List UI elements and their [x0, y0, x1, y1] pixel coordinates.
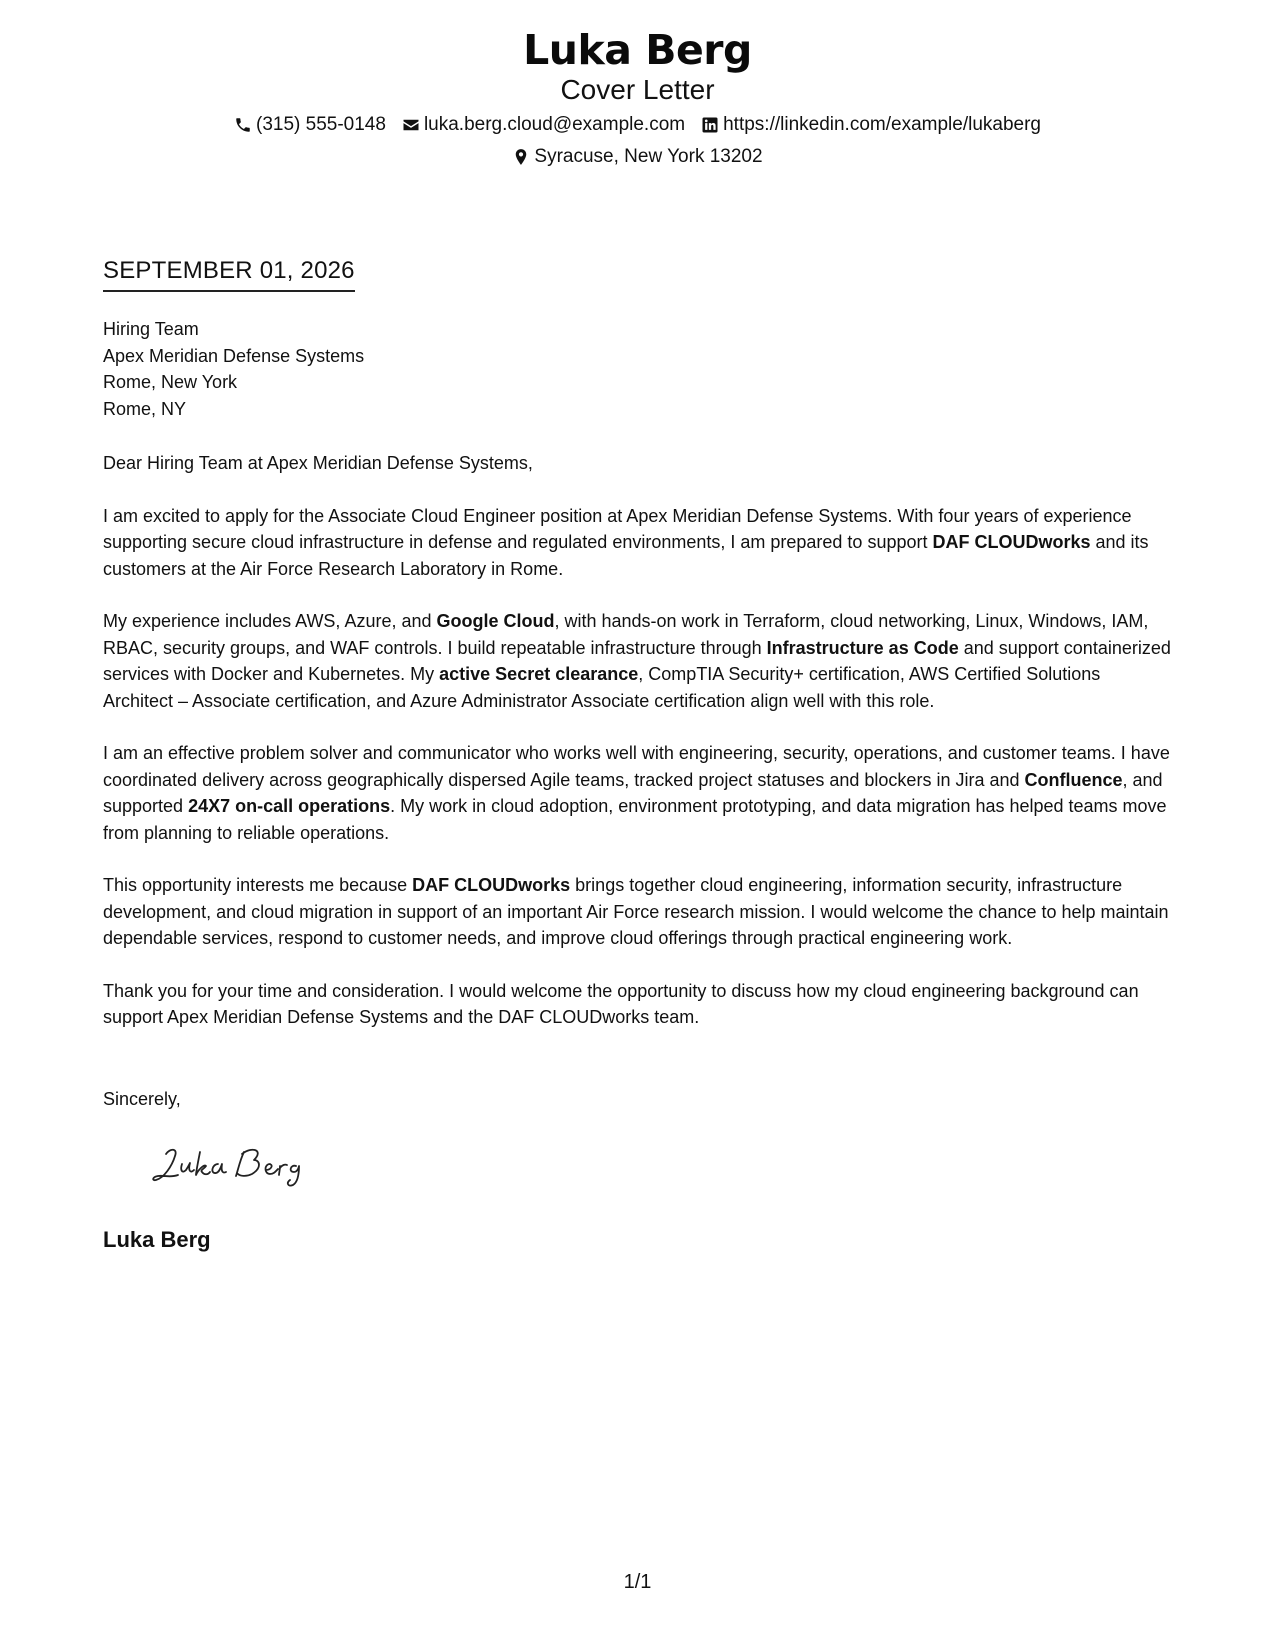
- body-paragraph-1: I am excited to apply for the Associate Cloud Engineer position at Apex Meridian Defense Systems. With four years of experience supporting secure cloud infrastructure in defense and regulated environments, I am prepared to support DAF CLOUDworks and its customers at the Air Force Research Laboratory in Rome.: [103, 505, 1149, 579]
- contact-row: [0, 113, 1275, 137]
- applicant-name: Luka Berg: [523, 26, 752, 74]
- emphasis: active Secret clearance: [439, 664, 639, 684]
- contact-email[interactable]: [402, 113, 685, 137]
- body-paragraph-4: This opportunity interests me because DAF CLOUDworks brings together cloud engineering, information security, infrastructure development, and cloud migration in support of an important Air Force research mission. I would welcome the chance to help maintain dependable services, respond to customer needs, and improve cloud offerings through practical engineering work.: [103, 875, 1169, 948]
- location-row: [0, 145, 1275, 169]
- emphasis: DAF CLOUDworks: [932, 532, 1091, 552]
- contact-location: [512, 145, 762, 169]
- emphasis: Infrastructure as Code: [766, 637, 959, 658]
- recipient-line: Apex Meridian Defense Systems: [103, 345, 365, 366]
- document-subtitle: Cover Letter: [560, 74, 715, 105]
- phone-icon: [234, 116, 252, 134]
- body-paragraph-5: Thank you for your time and consideration. I would welcome the opportunity to discuss how my cloud engineering background can support Apex Meridian Defense Systems and the DAF CLOUDworks team.: [103, 980, 1139, 1027]
- signed-name: Luka Berg: [103, 1227, 211, 1252]
- letter-date: SEPTEMBER 01, 2026: [103, 256, 355, 292]
- phone-text: (315) 555-0148: [256, 114, 386, 135]
- contact-linkedin[interactable]: [701, 113, 1041, 137]
- closing: Sincerely,: [103, 1089, 181, 1109]
- email-link[interactable]: luka.berg.cloud@example.com: [423, 114, 686, 135]
- recipient-line: Rome, New York: [103, 372, 238, 392]
- body-paragraph-3: I am an effective problem solver and communicator who works well with engineering, security, operations, and customer teams. I have coordinated delivery across geographically dispersed Agile teams, tracked project statuses and blockers in Jira and Confluence, and supported 24X7 on-call operations. My work in cloud adoption, environment prototyping, and data migration has helped teams move from planning to reliable operations.: [103, 743, 1170, 843]
- page-number: 1/1: [623, 1571, 652, 1593]
- emphasis: 24X7 on-call operations: [188, 796, 391, 816]
- body-paragraph-2: My experience includes AWS, Azure, and Google Cloud, with hands-on work in Terraform, cloud networking, Linux, Windows, IAM, RBAC, security groups, and WAF controls. I build repeatable infrastructure through Infrastructure as Code and support containerized services with Docker and Kubernetes. My active Secret clearance, CompTIA Security+ certification, AWS Certified Solutions Architect – Associate certification, and Azure Administrator Associate certification align well with this role.: [103, 611, 1171, 711]
- salutation: Dear Hiring Team at Apex Meridian Defense Systems,: [103, 453, 533, 473]
- recipient-line: Rome, NY: [103, 398, 187, 419]
- linkedin-icon: [701, 116, 719, 134]
- emphasis: Confluence: [1024, 769, 1123, 790]
- letter-header: [0, 26, 1275, 169]
- envelope-icon: [402, 116, 420, 134]
- emphasis: Google Cloud: [436, 611, 555, 631]
- location-text: Syracuse, New York 13202: [534, 146, 763, 167]
- emphasis: DAF CLOUDworks: [412, 875, 571, 895]
- recipient-line: Hiring Team: [103, 319, 199, 339]
- map-marker-icon: [512, 148, 530, 166]
- recipient-block: [103, 316, 364, 422]
- contact-phone: [234, 113, 386, 137]
- handwritten-signature: [148, 1142, 318, 1192]
- linkedin-link[interactable]: https://linkedin.com/example/lukaberg: [723, 114, 1041, 135]
- letter-body: [103, 450, 1173, 1057]
